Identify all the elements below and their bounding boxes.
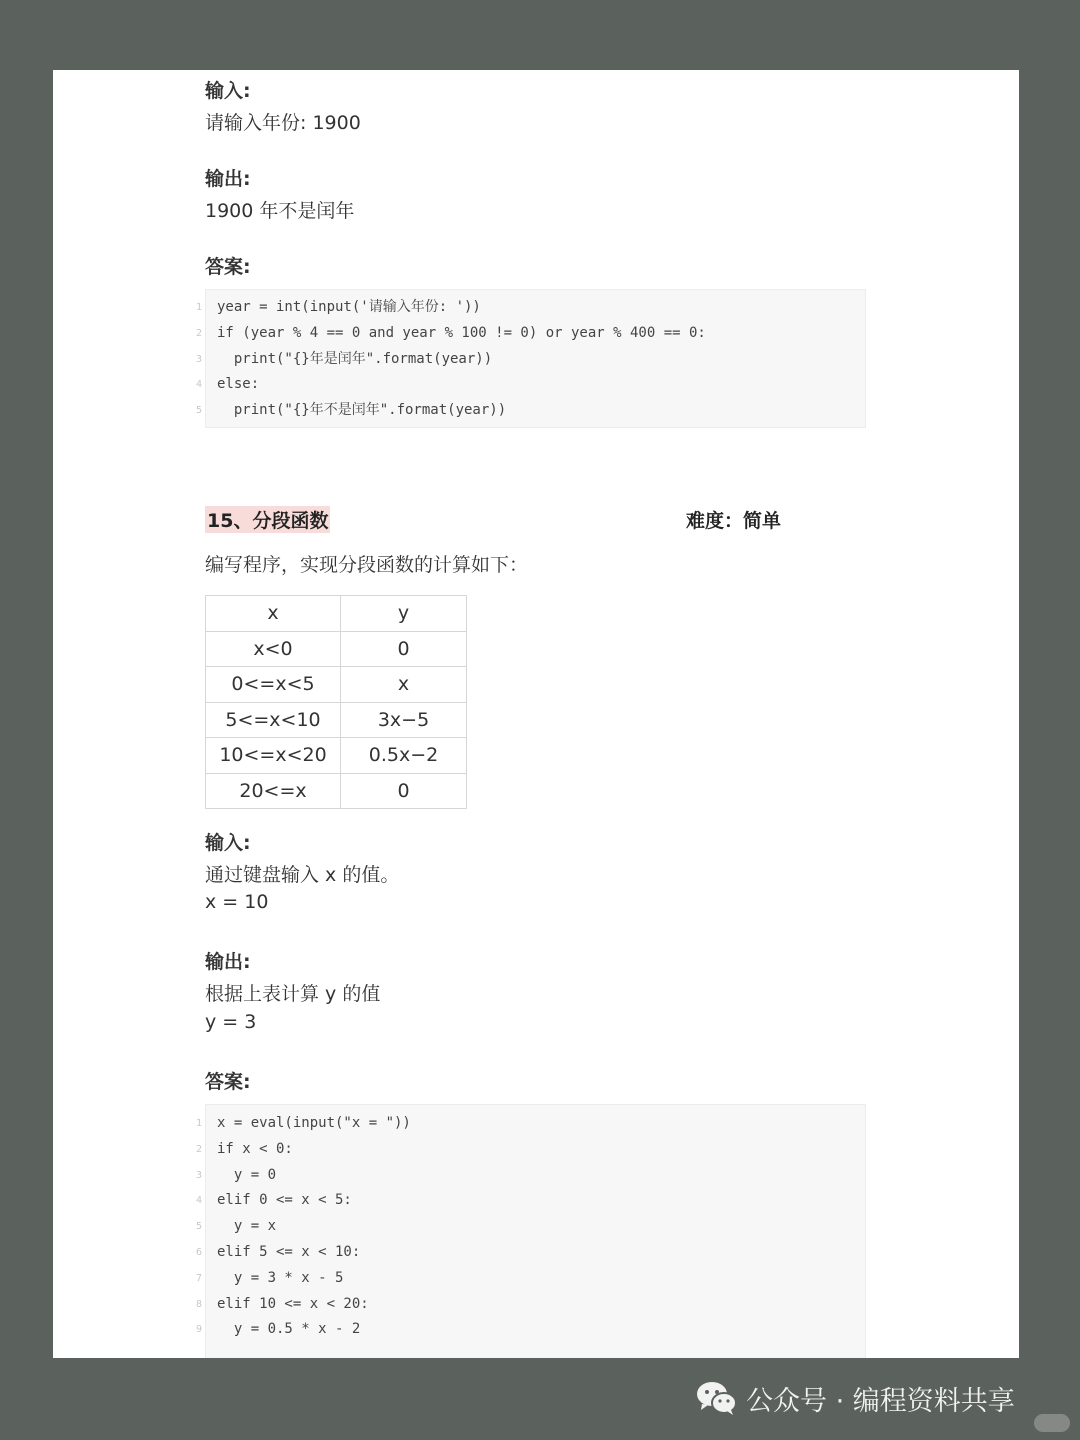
line-number: 3: [195, 1169, 202, 1181]
input-example: x = 10: [205, 891, 269, 913]
code-line: [195, 1111, 865, 1137]
output-text: 1900 年不是闰年: [205, 200, 355, 222]
line-number: 2: [195, 1143, 202, 1155]
line-number: 4: [195, 1195, 202, 1207]
code-text: print("{}年不是闰年".format(year)): [217, 402, 507, 419]
code-line: [195, 1188, 865, 1214]
code-line: [195, 1214, 865, 1240]
table-cell: 0.5x−2: [341, 738, 467, 774]
section-title: 15、分段函数: [205, 506, 330, 533]
table-cell: x: [341, 667, 467, 703]
table-cell: 10<=x<20: [206, 738, 341, 774]
line-number: 3: [195, 353, 202, 365]
code-line: [195, 1163, 865, 1189]
table-row: [206, 773, 467, 809]
corner-badge: [1034, 1414, 1070, 1432]
line-number: 9: [195, 1324, 202, 1336]
code-text: y = 3 * x - 5: [217, 1269, 344, 1286]
problem-description: 编写程序，实现分段函数的计算如下：: [205, 554, 529, 576]
code-line: [195, 1240, 865, 1266]
code-text: y = 0: [217, 1166, 277, 1183]
table-cell: 20<=x: [206, 773, 341, 809]
answer-label: 答案:: [205, 256, 251, 278]
code-line: [195, 347, 865, 373]
code-text: y = x: [217, 1218, 277, 1235]
document-page: [53, 70, 1019, 1358]
wechat-icon: [696, 1380, 738, 1416]
table-row: [206, 631, 467, 667]
code-line: [195, 398, 865, 424]
table-row: [206, 738, 467, 774]
footer-watermark: [696, 1378, 1015, 1418]
code-text: x = eval(input("x = ")): [217, 1115, 411, 1131]
line-number: 4: [195, 379, 202, 391]
code-line: [195, 1266, 865, 1292]
code-block: [195, 1104, 866, 1358]
piecewise-table: [205, 595, 467, 809]
line-number: 5: [195, 1221, 202, 1233]
input-label: 输入:: [205, 832, 251, 854]
table-header-cell: x: [206, 596, 341, 632]
code-text: if (year % 4 == 0 and year % 100 != 0) or year % 400 == 0:: [217, 324, 706, 341]
code-line: [195, 321, 865, 347]
output-label: 输出:: [205, 168, 251, 190]
line-number: 5: [195, 405, 202, 417]
code-text: else:: [217, 376, 260, 393]
table-row: [206, 702, 467, 738]
table-header-cell: y: [341, 596, 467, 632]
output-example: y = 3: [205, 1011, 257, 1033]
table-row: [206, 667, 467, 703]
table-cell: 0<=x<5: [206, 667, 341, 703]
code-text: if x < 0:: [217, 1140, 293, 1157]
difficulty-label: 难度：简单: [686, 510, 782, 532]
line-number: 1: [195, 1118, 202, 1129]
output-text: 根据上表计算 y 的值: [205, 983, 381, 1005]
code-text: elif 10 <= x < 20:: [217, 1295, 369, 1312]
code-line: [195, 372, 865, 398]
input-text: 请输入年份: 1900: [205, 112, 361, 134]
input-text: 通过键盘输入 x 的值。: [205, 864, 400, 886]
code-text: year = int(input('请输入年份: ')): [217, 299, 481, 315]
table-cell: x<0: [206, 631, 341, 667]
code-line: [195, 1292, 865, 1318]
code-text: y = 0.5 * x - 2: [217, 1321, 361, 1338]
code-text: elif 0 <= x < 5:: [217, 1192, 352, 1209]
code-text: print("{}年是闰年".format(year)): [217, 350, 493, 367]
line-number: 1: [195, 302, 202, 313]
table-cell: 0: [341, 773, 467, 809]
answer-label: 答案:: [205, 1071, 251, 1093]
output-label: 输出:: [205, 951, 251, 973]
table-cell: 3x−5: [341, 702, 467, 738]
code-line: [195, 295, 865, 321]
table-header-row: [206, 596, 467, 632]
table-cell: 5<=x<10: [206, 702, 341, 738]
input-label: 输入:: [205, 80, 251, 102]
table-cell: 0: [341, 631, 467, 667]
footer-text: 公众号 · 编程资料共享: [746, 1385, 1015, 1417]
code-line: [195, 1137, 865, 1163]
code-line: [195, 1317, 865, 1343]
code-text: elif 5 <= x < 10:: [217, 1243, 361, 1260]
line-number: 2: [195, 327, 202, 339]
line-number: 8: [195, 1298, 202, 1310]
line-number: 7: [195, 1272, 202, 1284]
code-block: [195, 289, 866, 428]
line-number: 6: [195, 1246, 202, 1258]
